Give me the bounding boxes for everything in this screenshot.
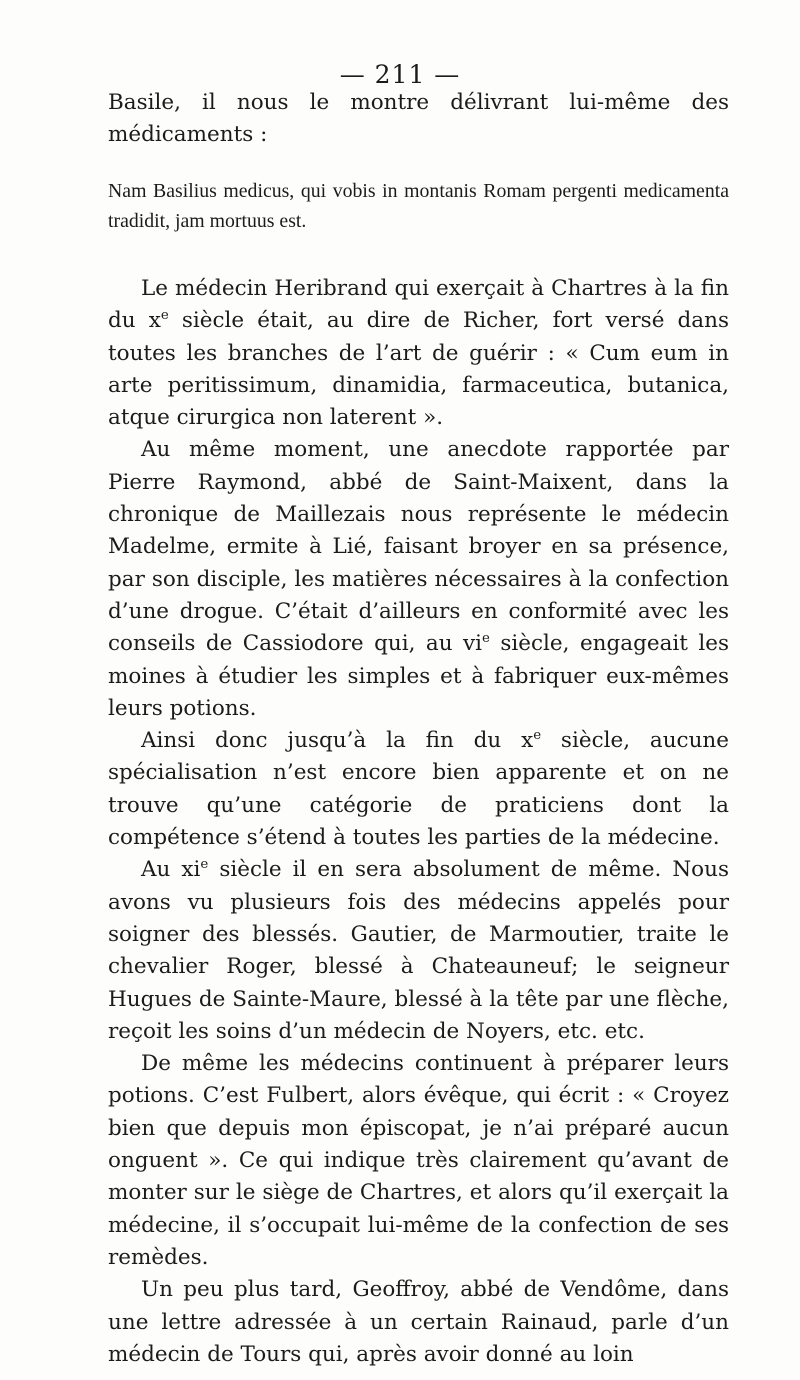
- superscript-e: e: [482, 631, 490, 647]
- superscript-e: e: [533, 728, 542, 744]
- paragraph-specialisation: [108, 725, 729, 854]
- main-text: [108, 273, 729, 1371]
- paragraph-madelme-text-b: siècle, engageait les moines à étudier les simples et à fabriquer eux-mêmes leurs potions.: [108, 631, 730, 721]
- paragraph-geoffroy: Un peu plus tard, Geoffroy, abbé de Vendôme, dans une lettre adressée à un certain Rainaud, parle d’un médecin de Tours qui, après avoir donné au loin: [108, 1277, 729, 1367]
- page-number: — 211 —: [339, 60, 461, 89]
- paragraph-heribrand-text-a: Le médecin Heribrand qui exerçait à Chartres à la fin du x: [108, 276, 729, 334]
- paragraph-xie-siecle-text-a: Au xi: [141, 857, 201, 883]
- superscript-e: e: [200, 857, 209, 873]
- superscript-e: e: [160, 308, 169, 324]
- paragraph-xie-siecle: [108, 854, 729, 1048]
- paragraph-basile: Basile, il nous le montre délivrant lui-même des médicaments :: [108, 90, 729, 148]
- paragraph-heribrand-text-b: siècle était, au dire de Richer, fort versé dans toutes les branches de l’art de guérir : « Cum eum in arte peritissimum, dinamidia, farmaceutica, butanica, atque cirurgica non laterent ».: [108, 308, 729, 431]
- latin-quote: Nam Basilius medicus, qui vobis in montanis Romam pergenti medicamenta tradidit, jam mortuus est.: [108, 180, 729, 232]
- paragraph-specialisation-text-a: Ainsi donc jusqu’à la fin du x: [141, 728, 534, 754]
- paragraph-heribrand: [108, 273, 729, 434]
- paragraph-xie-siecle-text-b: siècle il en sera absolument de même. Nous avons vu plusieurs fois des médecins appelés pour soigner des blessés. Gautier, de Marmoutier, traite le chevalier Roger, blessé à Chateauneuf; le seigneur Hugues de Sainte-Maure, blessé à la tête par une flèche, reçoit les soins d’un médecin de Noyers, etc. etc.: [108, 857, 729, 1044]
- opening-paragraph: [108, 87, 729, 152]
- paragraph-fulbert: De même les médecins continuent à préparer leurs potions. C’est Fulbert, alors évêque, qui écrit : « Croyez bien que depuis mon épiscopat, je n’ai préparé aucun onguent ». Ce qui indique très clairement qu’avant de monter sur le siège de Chartres, et alors qu’il exerçait la médecine, il s’occupait lui-même de la confection de ses remèdes.: [108, 1051, 729, 1270]
- paragraph-madelme: [108, 434, 729, 725]
- paragraph-specialisation-text-b: siècle, aucune spécialisation n’est encore bien apparente et on ne trouve qu’une catégorie de praticiens dont la compétence s’étend à toutes les parties de la médecine.: [108, 728, 729, 851]
- paragraph-madelme-text-a: Au même moment, une anecdote rapportée par Pierre Raymond, abbé de Saint-Maixent, dans la chronique de Maillezais nous représente le médecin Madelme, ermite à Lié, faisant broyer en sa présence, par son disciple, les matières nécessaires à la confection d’une drogue. C’était d’ailleurs en conformité avec les conseils de Cassiodore qui, au vi: [108, 437, 729, 657]
